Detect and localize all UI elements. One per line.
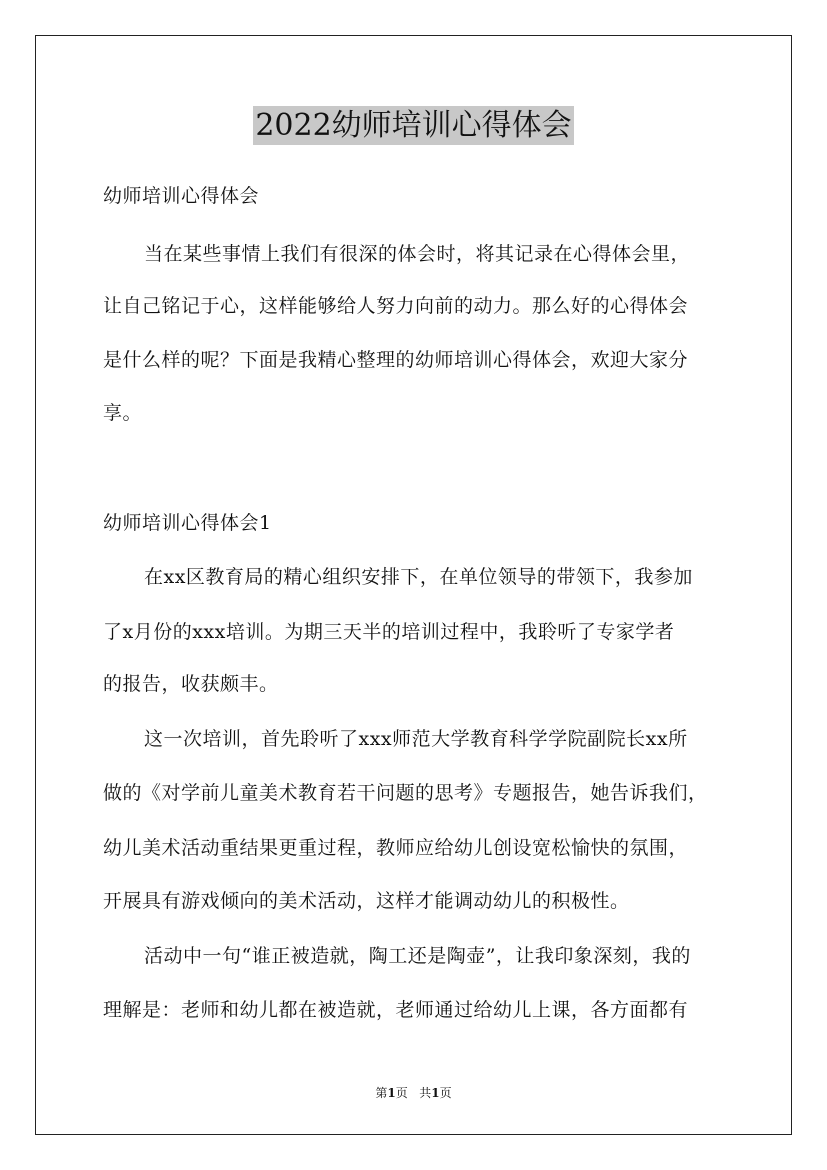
paragraph-line: 活动中一句“谁正被造就，陶工还是陶壶”，让我印象深刻，我的 (144, 945, 691, 967)
subheading: 幼师培训心得体会 (103, 185, 260, 207)
document-title: 2022幼师培训心得体会 (255, 108, 572, 143)
footer-page-suffix: 页 (395, 1086, 408, 1100)
paragraph-line: 在xx区教育局的精心组织安排下，在单位领导的带领下，我参加 (144, 566, 693, 588)
footer-page-prefix: 第 (375, 1086, 388, 1100)
paragraph-line: 享。 (103, 402, 143, 424)
section-heading: 幼师培训心得体会1 (103, 512, 272, 534)
paragraph-line: 做的《对学前儿童美术教育若干问题的思考》专题报告，她告诉我们， (103, 782, 708, 804)
page-footer (0, 1084, 827, 1101)
footer-total-number: 1 (431, 1086, 440, 1100)
paragraph-line: 理解是：老师和幼儿都在被造就，老师通过给幼儿上课，各方面都有 (103, 999, 689, 1021)
paragraph-line: 是什么样的呢？下面是我精心整理的幼师培训心得体会，欢迎大家分 (103, 349, 689, 371)
paragraph-line: 的报告，收获颇丰。 (103, 673, 279, 695)
paragraph-line: 了x月份的xxx培训。为期三天半的培训过程中，我聆听了专家学者 (103, 621, 675, 643)
footer-total-suffix: 页 (439, 1086, 452, 1100)
footer-total-prefix: 共 (419, 1086, 432, 1100)
paragraph-line: 这一次培训，首先聆听了xxx师范大学教育科学学院副院长xx所 (144, 728, 688, 750)
footer-page-number: 1 (387, 1086, 396, 1100)
document-title-wrap (0, 100, 827, 144)
paragraph-line: 幼儿美术活动重结果更重过程，教师应给幼儿创设宽松愉快的氛围， (103, 837, 689, 859)
paragraph-line: 开展具有游戏倾向的美术活动，这样才能调动幼儿的积极性。 (103, 890, 630, 912)
paragraph-line: 当在某些事情上我们有很深的体会时，将其记录在心得体会里， (144, 243, 691, 265)
paragraph-line: 让自己铭记于心，这样能够给人努力向前的动力。那么好的心得体会 (103, 295, 689, 317)
